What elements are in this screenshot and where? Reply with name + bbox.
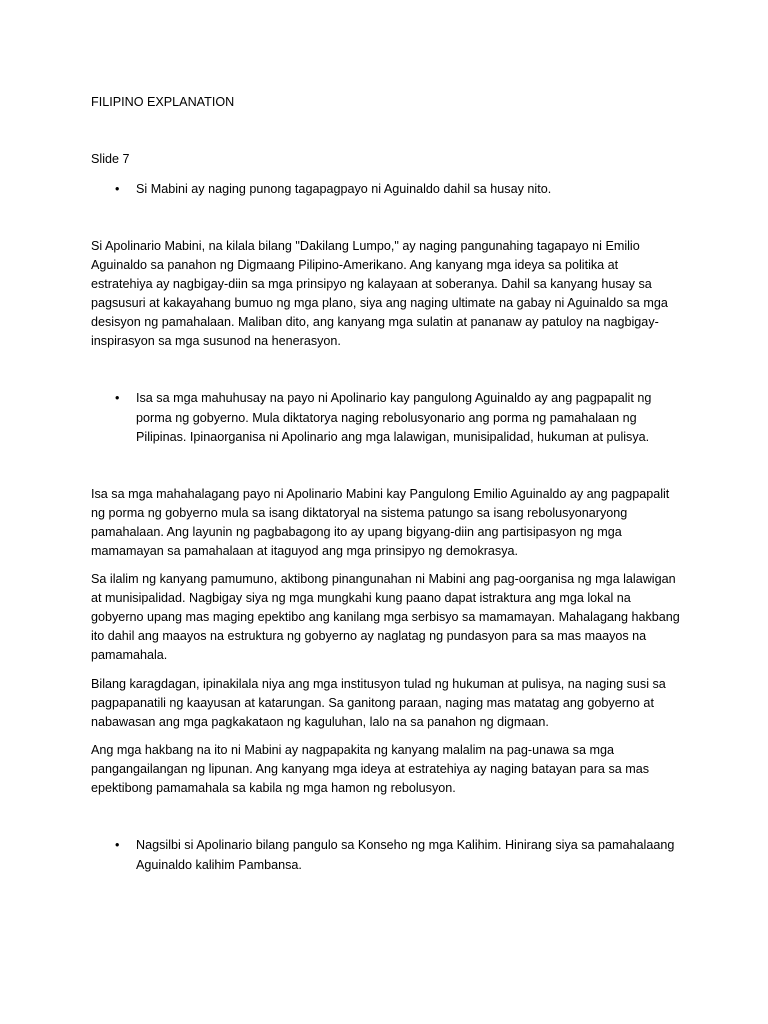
paragraph-5: Ang mga hakbang na ito ni Mabini ay nagpapakita ng kanyang malalim na pag-unawa sa mga pangangailangan ng lipunan. Ang kanyang mga ideya at estratehiya ay naging batayan para sa mas epektibong pamamahala sa kabila ng mga hamon ng rebolusyon. [91, 743, 650, 795]
paragraph-2: Isa sa mga mahahalagang payo ni Apolinario Mabini kay Pangulong Emilio Aguinaldo ay ang pagpapalit ng porma ng gobyerno mula sa isang diktatoryal na sistema patungo sa isang rebolusyonaryong pamahalaan. Ang layunin ng pagbabagong ito ay upang bigyang-diin ang partisipasyon ng mga mamamayan sa pamahalaan at itaguyod ang mga prinsipyo ng demokrasya. [91, 487, 670, 558]
paragraph-1: Si Apolinario Mabini, na kilala bilang "Dakilang Lumpo," ay naging pangunahing tagapayo ni Emilio Aguinaldo sa panahon ng Digmaang Pilipino-Amerikano. Ang kanyang mga ideya sa politika at estratehiya ay nagbigay-diin sa mga prinsipyo ng kalayaan at soberanya. Dahil sa kanyang husay sa pagsusuri at kakayahang bumuo ng mga plano, siya ang naging ultimate na gabay ni Aguinaldo sa mga desisyon ng pamahalaan. Maliban dito, ang kanyang mga sulatin at pananaw ay patuloy na nagbigay-inspirasyon sa mga susunod na henerasyon. [91, 239, 668, 348]
bullet-icon: • [115, 838, 120, 852]
paragraph-3: Sa ilalim ng kanyang pamumuno, aktibong pinangunahan ni Mabini ang pag-oorganisa ng mga lalawigan at munisipalidad. Nagbigay siya ng mga mungkahi kung paano dapat istraktura ang mga lokal na gobyerno upang mas maging epektibo ang kanilang mga serbisyo sa mamamayan. Mahalagang hakbang ito dahil ang maayos na estruktura ng gobyerno ay naglatag ng pundasyon para sa mas maayos na pamamahala. [91, 572, 680, 662]
bullet-text: Si Mabini ay naging punong tagapagpayo ni Aguinaldo dahil sa husay nito. [136, 182, 552, 196]
bullet-text: Isa sa mga mahuhusay na payo ni Apolinario kay pangulong Aguinaldo ay ang pagpapalit ng porma ng gobyerno. Mula diktatorya naging rebolusyonario ang porma ng pamahalaan ng Pilipinas. Ipinaorganisa ni Apolinario ang mga lalawigan, munisipalidad, hukuman at pulisya. [136, 391, 652, 444]
bullet-icon: • [115, 182, 120, 196]
paragraph-4: Bilang karagdagan, ipinakilala niya ang mga institusyon tulad ng hukuman at pulisya, na naging susi sa pagpapanatili ng kaayusan at katarungan. Sa ganitong paraan, naging mas matatag ang gobyerno at nabawasan ang mga pagkakataon ng kaguluhan, lalo na sa panahon ng digmaan. [91, 677, 666, 729]
bullet-icon: • [115, 391, 120, 405]
document-title: FILIPINO EXPLANATION [91, 95, 235, 109]
slide-label: Slide 7 [91, 152, 130, 166]
bullet-text: Nagsilbi si Apolinario bilang pangulo sa Konseho ng mga Kalihim. Hinirang siya sa pamahalaang Aguinaldo kalihim Pambansa. [136, 838, 675, 872]
